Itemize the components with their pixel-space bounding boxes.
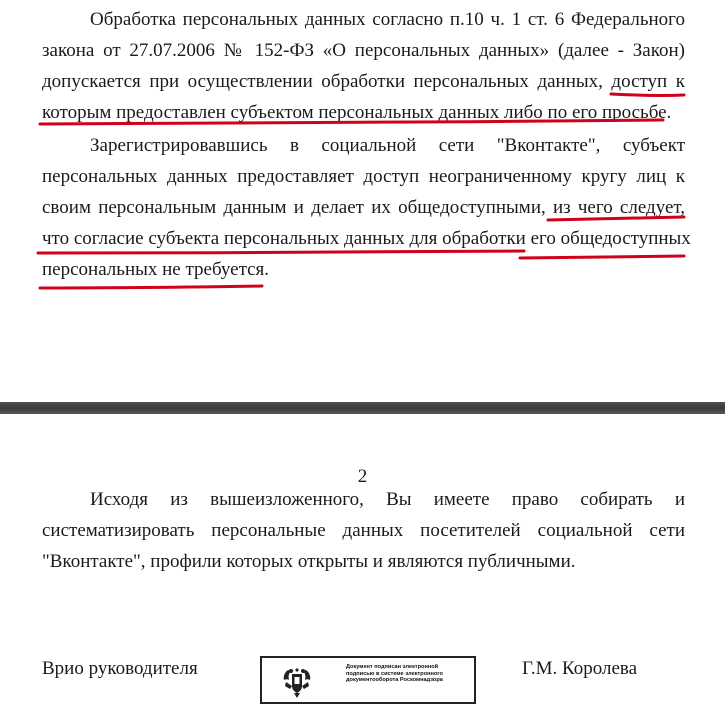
stamp-text: Документ подписан электронной подписью в системе электронного документооборота Роскомнадзора xyxy=(346,664,443,684)
text-line: Обработка персональных данных согласно п.10 ч. 1 ст. 6 Федерального xyxy=(90,9,685,30)
page-number: 2 xyxy=(357,466,368,487)
text-line: что согласие субъекта персональных данных для обработки его общедоступных xyxy=(42,228,691,249)
text-line: Исходя из вышеизложенного, Вы имеете право собирать и xyxy=(90,489,685,510)
text-line: которым предоставлен субъектом персональных данных либо по его просьбе. xyxy=(42,102,672,123)
text-line: персональных не требуется. xyxy=(42,259,270,280)
double-headed-eagle-emblem-icon xyxy=(280,662,314,700)
text-line: "Вконтакте", профили которых открыты и являются публичными. xyxy=(42,551,576,572)
text-line: Зарегистрировавшись в социальной сети "Вконтакте", субъект xyxy=(90,135,685,156)
text-line: своим персональным данным и делает их общедоступными, из чего следует, xyxy=(42,197,685,218)
text-line: систематизировать персональные данных посетителей социальной сети xyxy=(42,520,685,541)
signatory-name: Г.М. Королева xyxy=(522,658,638,679)
text-line: персональных данных предоставляет доступ неограниченному кругу лиц к xyxy=(42,166,685,187)
paragraph-vkontakte-public-data xyxy=(42,130,691,285)
text-line: закона от 27.07.2006 № 152-ФЗ «О персональных данных» (далее - Закон) xyxy=(42,40,685,61)
page-separator xyxy=(0,402,725,414)
paragraph-conclusion xyxy=(42,484,685,577)
electronic-signature-stamp xyxy=(260,656,476,704)
signatory-position: Врио руководителя xyxy=(42,658,198,679)
text-line: допускается при осуществлении обработки персональных данных, доступ к xyxy=(42,71,685,92)
paragraph-processing-legal-basis xyxy=(42,4,685,128)
